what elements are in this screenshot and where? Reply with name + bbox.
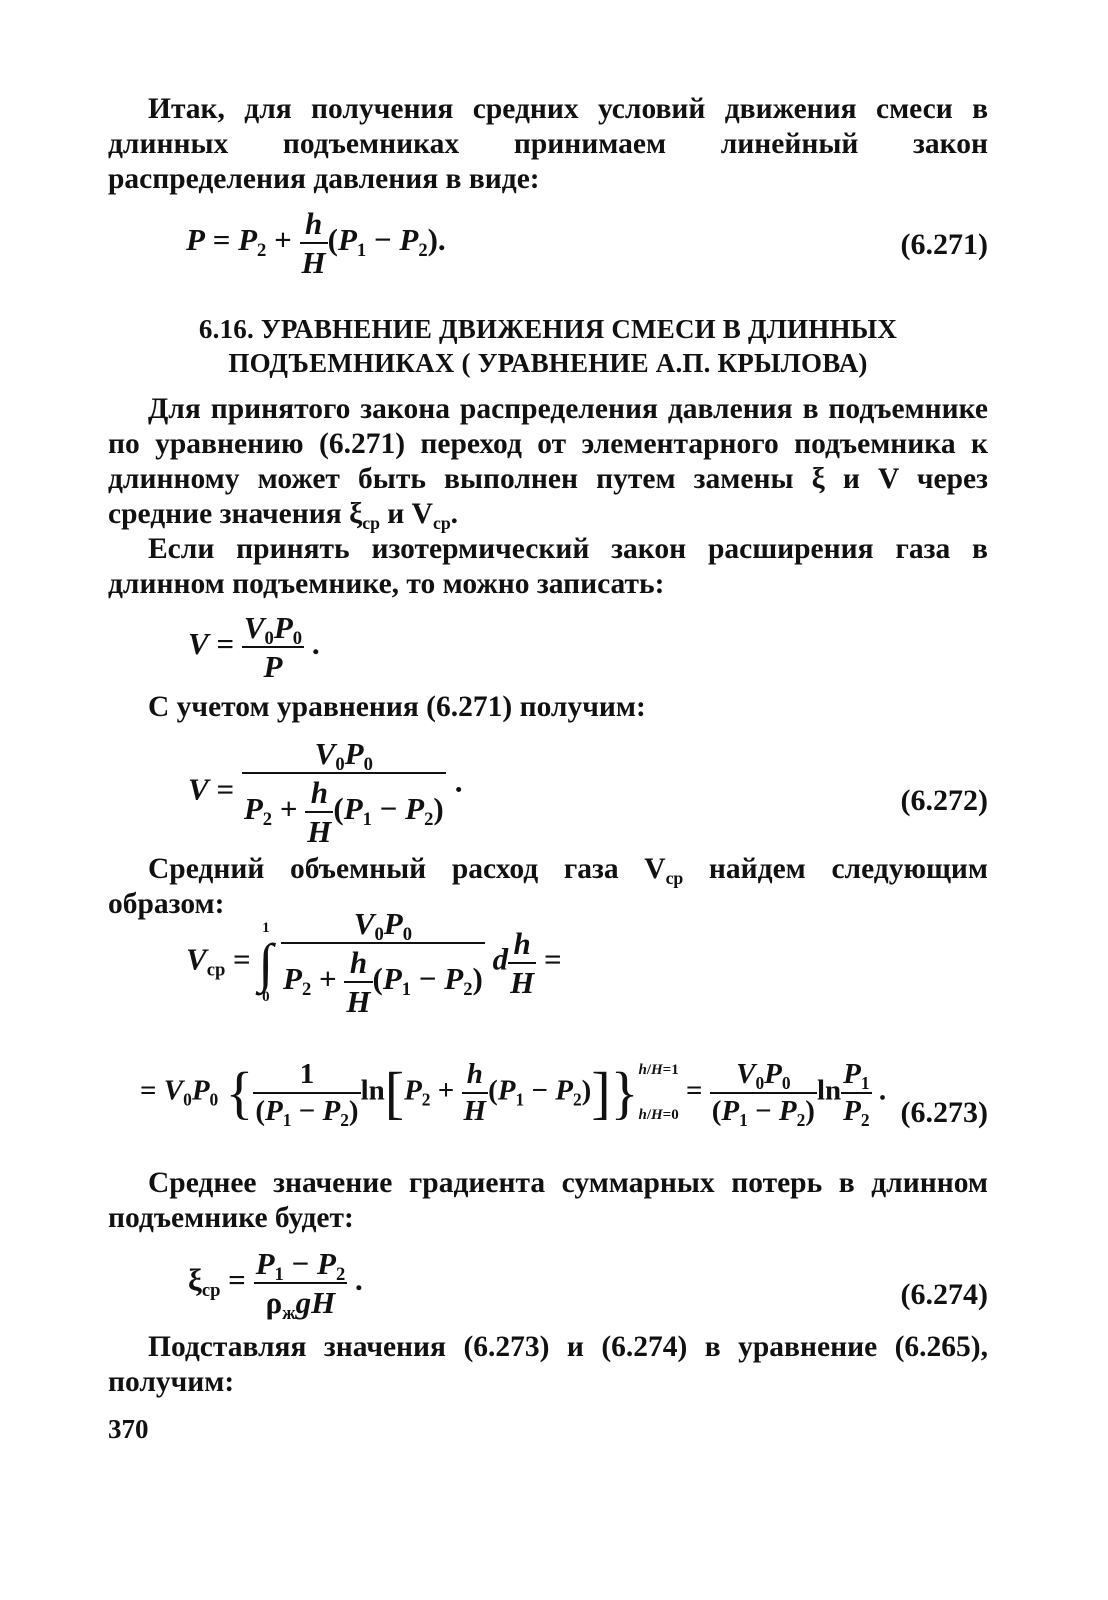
section-heading-line-2: ПОДЪЕМНИКАХ ( УРАВНЕНИЕ А.П. КРЫЛОВА) [228,348,868,378]
paragraph-mean-flow: Средний объемный расход газа $V_{ср}$ найдем следующим образом: [108,853,989,920]
paragraph-isothermal: Если принять изотермический закон расширения газа в длинном подъемнике, то можно записать: [108,533,988,600]
equation-number-6-272: (6.272) [900,784,988,817]
page-number: 370 [108,1414,149,1444]
equation-number-6-274: (6.274) [900,1278,988,1311]
equation-mean-flow-integral: $V_{ср} = 1$ ∫ 0 $V_0P_0$ $P_2$ + $\frac{h}{H}$ $(P_1 - P_2)$ d $\frac{h}{H}$ = [186,906,562,1019]
section-heading-line-1: 6.16. УРАВНЕНИЕ ДВИЖЕНИЯ СМЕСИ В ДЛИННЫХ [198,314,898,344]
paragraph-with-account: С учетом уравнения (6.271) получим: [148,691,646,723]
equation-6-273: = $V_0P_0$ { $\frac{1}{(P_1 - P_2)}$ $\ln[P_2$ + $\frac{h}{H}$ $(P_1 - P_2)]\}h/H=1$ h/H=0 = $\frac{V_0P_0}{(P_1 - P_2)}$ ln $\frac{P_1}{P_2}$ . [140,1058,887,1130]
equation-6-274: $\xi_{ср}$ = $\frac{P_1 - P_2}{\rho_жgH}$ . [188,1246,363,1324]
equation-6-272: V = $V_0P_0$ $P_2$ + $\frac{h}{H}$ $(P_1 - P_2)$ · [188,736,464,849]
equation-v-isothermal: V = $\frac{V_0P_0}{P}$ . [188,610,320,684]
paragraph-intro: Итак, для получения средних условий движения смеси в длинных подъемниках принимаем линейный закон распределения давления в виде: [108,93,988,195]
paragraph-law: Для принятого закона распределения давления в подъемнике по уравнению (6.271) переход от элементарного подъемника к длинному может быть выполнен путем замены ξ и V через средние значения $\xi_{ср}$ и $V_{ср}$. [108,393,988,533]
paragraph-gradient: Среднее значение градиента суммарных потерь в длинном подъемнике будет: [108,1167,988,1234]
equation-6-271: $P = P_2$ + $\frac{h}{H}$ $(P_1 - P_2)$. [186,206,446,280]
equation-number-6-273: (6.273) [900,1096,988,1129]
equation-number-6-271: (6.271) [900,228,988,261]
paragraph-substituting: Подставляя значения (6.273) и (6.274) в уравнение (6.265), получим: [108,1331,988,1398]
